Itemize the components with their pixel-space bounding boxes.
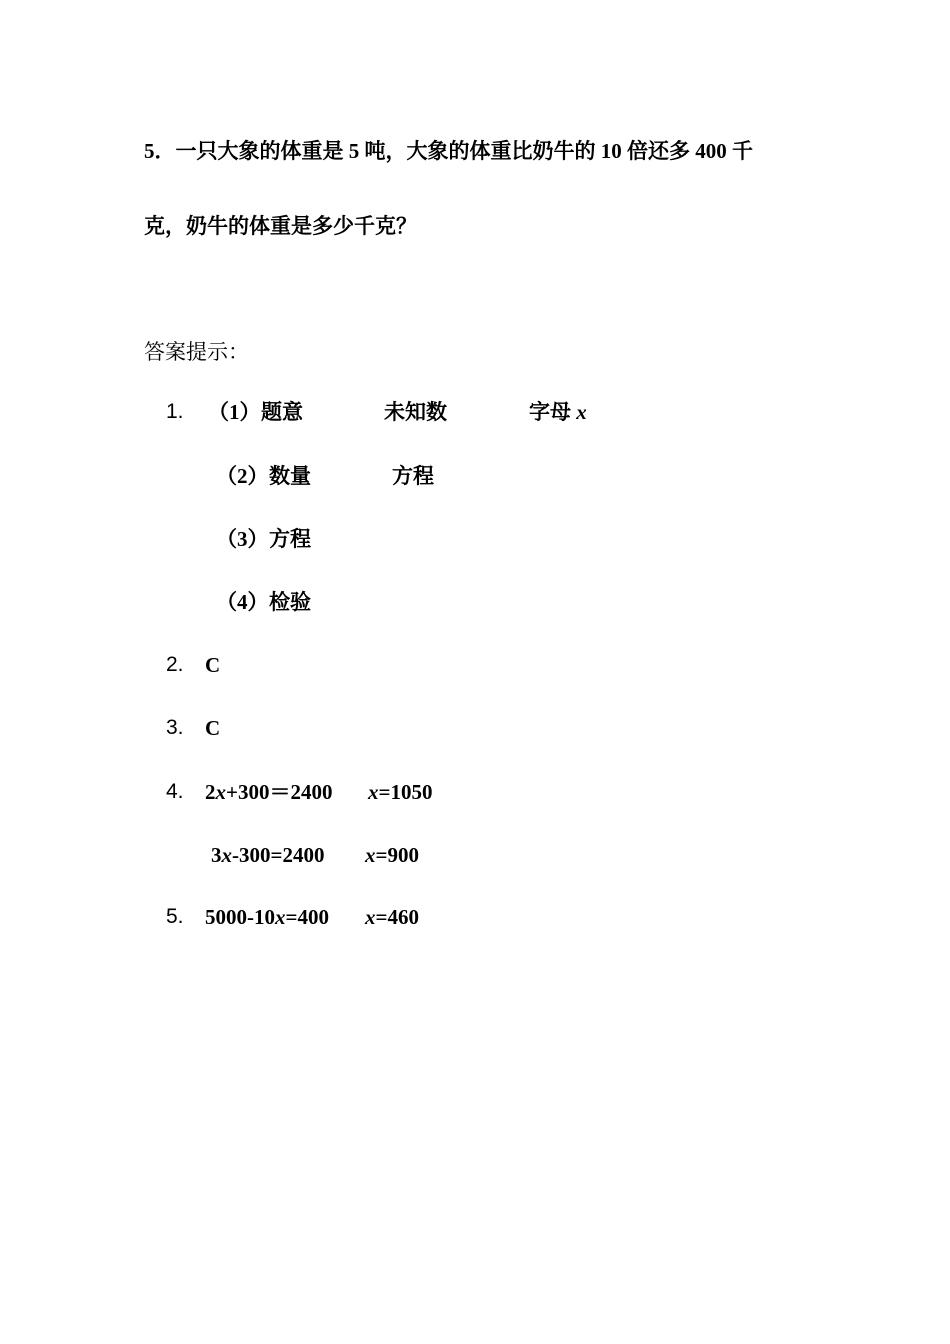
- item-2-answer: C: [205, 653, 221, 677]
- item-2-label: 2.: [166, 653, 184, 676]
- item-4-solution-1: x=1050: [368, 780, 433, 804]
- item-1-label: 1.: [166, 400, 184, 423]
- item-3-label: 3.: [166, 716, 184, 739]
- question-text-line-2: 克，奶牛的体重是多少千克？: [144, 214, 417, 238]
- item-1-sub-1-blank-1: 题意: [261, 400, 303, 424]
- item-3-answer: C: [205, 716, 221, 740]
- variable-x: x: [576, 400, 587, 424]
- item-1-sub-1-number: （1）: [208, 400, 261, 424]
- item-1-sub-4-blank-1: 检验: [269, 590, 311, 614]
- variable-x: x: [221, 843, 232, 867]
- question-5-line-2: [144, 214, 417, 238]
- item-1-sub-2-blank-1: 数量: [269, 464, 311, 488]
- question-text-line-1: 一只大象的体重是 5 吨，大象的体重比奶牛的 10 倍还多 400 千: [175, 139, 753, 163]
- item-1-sub-1-blank-2: 未知数: [384, 400, 447, 424]
- variable-x: x: [368, 780, 379, 804]
- variable-x: x: [365, 843, 376, 867]
- item-1-sub-3-blank-1: 方程: [269, 527, 311, 551]
- item-4-equation-1: 2x+300＝2400: [205, 780, 333, 804]
- item-5-equation: 5000-10x=400: [205, 905, 329, 929]
- item-1-sub-1-blank-3: 字母 x: [529, 400, 587, 424]
- item-1-sub-4-number: （4）: [216, 590, 269, 614]
- variable-x: x: [215, 780, 226, 804]
- item-4-label: 4.: [166, 780, 184, 803]
- variable-x: x: [365, 905, 376, 929]
- item-1-sub-2-blank-2: 方程: [392, 464, 434, 488]
- question-5-line-1: [144, 139, 753, 163]
- item-5-solution: x=460: [365, 905, 419, 929]
- answers-heading: 答案提示：: [144, 340, 249, 364]
- item-1-sub-3-number: （3）: [216, 527, 269, 551]
- question-number: 5．: [144, 139, 176, 163]
- item-4-solution-2: x=900: [365, 843, 419, 867]
- variable-x: x: [275, 905, 286, 929]
- item-4-equation-2: 3x-300=2400: [211, 843, 325, 867]
- item-1-sub-2-number: （2）: [216, 464, 269, 488]
- item-5-label: 5.: [166, 905, 184, 928]
